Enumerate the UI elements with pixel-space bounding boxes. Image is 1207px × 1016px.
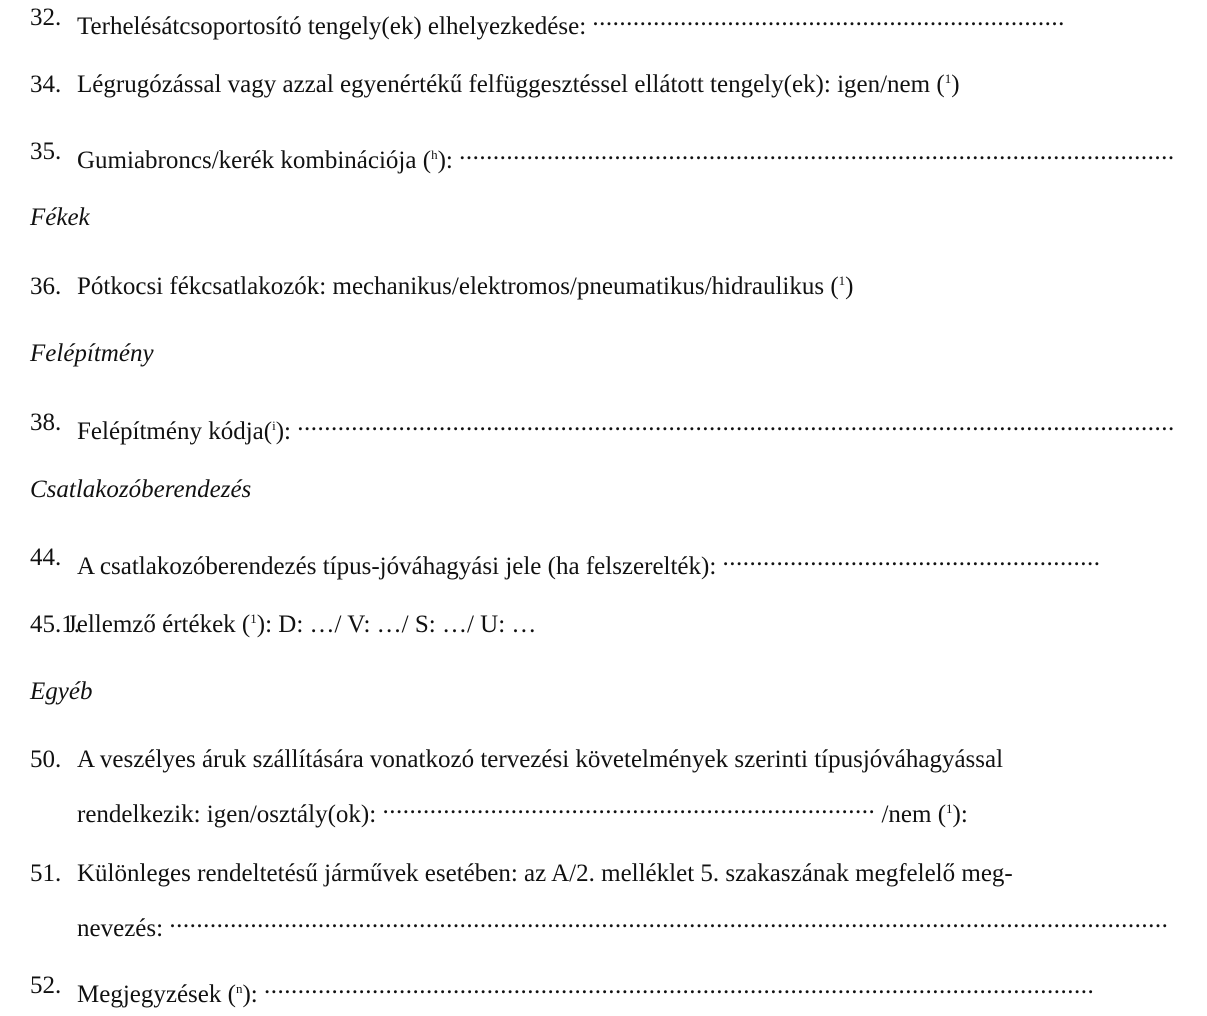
footnote-ref: 1 [946,801,953,816]
item-text: A csatlakozóberendezés típus-jóváhagyási jele (ha felszerelték): ........................................................ [77,544,1101,580]
item-number: 45.1. [30,611,80,638]
item-text: Légrugózással vagy azzal egyenértékű felfüggesztéssel ellátott tengely(ek): igen/nem ($^1$) [77,71,960,98]
document-page: 32. Terhelésátcsoportosító tengely(ek) elhelyezkedése: ...................................................................... 34. Légrugózással vagy azzal egyenértékű felfüggesztéssel ellátott tengely(ek): igen/nem ($^1$) 35. Gumiabroncs/kerék kombinációja ($^h$): .......................................................................................................... Fékek 36. Pótkocsi fékcsatlakozók: mechanikus/elektromos/pneumatikus/hidraulikus ($^1$) Felépítmény 38. Felépítmény kódja($^i$): .................................................................................................................................. Csatlakozóberendezés 44. A csatlakozóberendezés típus-jóváhagyási jele (ha felszerelték): ........................................................ 45.1. Jellemző értékek ($^1$): D: …/ V: …/ S: …/ U: … Egyéb 50. A veszélyes áruk szállítására vonatkozó tervezési követelmények szerinti típusjóváhagyással rendelkezik: igen/osztály(ok): ......................................................................... /nem ($^1$): 51. Különleges rendeltetésű járművek esetében: az A/2. melléklet 5. szakaszának megfelelő meg- nevezés: .................................................................................................................................................... 52. Megjegyzések ($^n$): ........................................................................................................................... [0,0,1207,1016]
item-text: Felépítmény kódja($^i$): .................................................................................................................................. [77,409,1175,445]
item-number: 50. [30,746,62,773]
fill-dots: .................................................................................................................................. [297,409,1175,436]
fill-dots: .......................................................................................................... [459,138,1175,165]
fill-dots: ......................................................................... [382,792,876,819]
item-number: 51. [30,860,62,887]
footnote-ref: 1 [250,611,257,626]
item-number: 34. [30,71,62,98]
item-text-line1: A veszélyes áruk szállítására vonatkozó tervezési követelmények szerinti típusjóváhagyással [77,746,1004,773]
footnote-ref: 1 [838,273,846,288]
footnote-ref: i [272,418,276,433]
item-number: 35. [30,138,62,165]
item-number: 38. [30,409,62,436]
item-number: 36. [30,273,62,300]
fill-dots: ........................................................ [722,544,1101,571]
item-text: Jellemző értékek ($^1$): D: …/ V: …/ S: …/ U: … [67,611,537,638]
footnote-ref: h [431,147,438,162]
footnote-ref: n [235,981,243,996]
item-text-line1: Különleges rendeltetésű járművek esetében: az A/2. melléklet 5. szakaszának megfelelő meg- [77,860,1013,887]
item-number: 32. [30,4,62,31]
fill-dots: ........................................................................................................................... [264,972,1095,999]
fill-dots: ...................................................................... [592,4,1065,31]
item-number: 44. [30,544,62,571]
item-text-line2: rendelkezik: igen/osztály(ok): ......................................................................... /nem ($^1$): [77,792,968,828]
item-text-line2: nevezés: .................................................................................................................................................... [77,906,1169,942]
item-text: Terhelésátcsoportosító tengely(ek) elhelyezkedése: ...................................................................... [77,4,1065,40]
footnote-ref: 1 [944,71,952,86]
item-text: Pótkocsi fékcsatlakozók: mechanikus/elektromos/pneumatikus/hidraulikus ($^1$) [77,273,854,300]
fill-dots: .................................................................................................................................................... [169,906,1169,933]
item-number: 52. [30,972,62,999]
item-text: Gumiabroncs/kerék kombinációja ($^h$): .......................................................................................................... [77,138,1175,174]
item-text: Megjegyzések ($^n$): ........................................................................................................................... [77,972,1095,1008]
